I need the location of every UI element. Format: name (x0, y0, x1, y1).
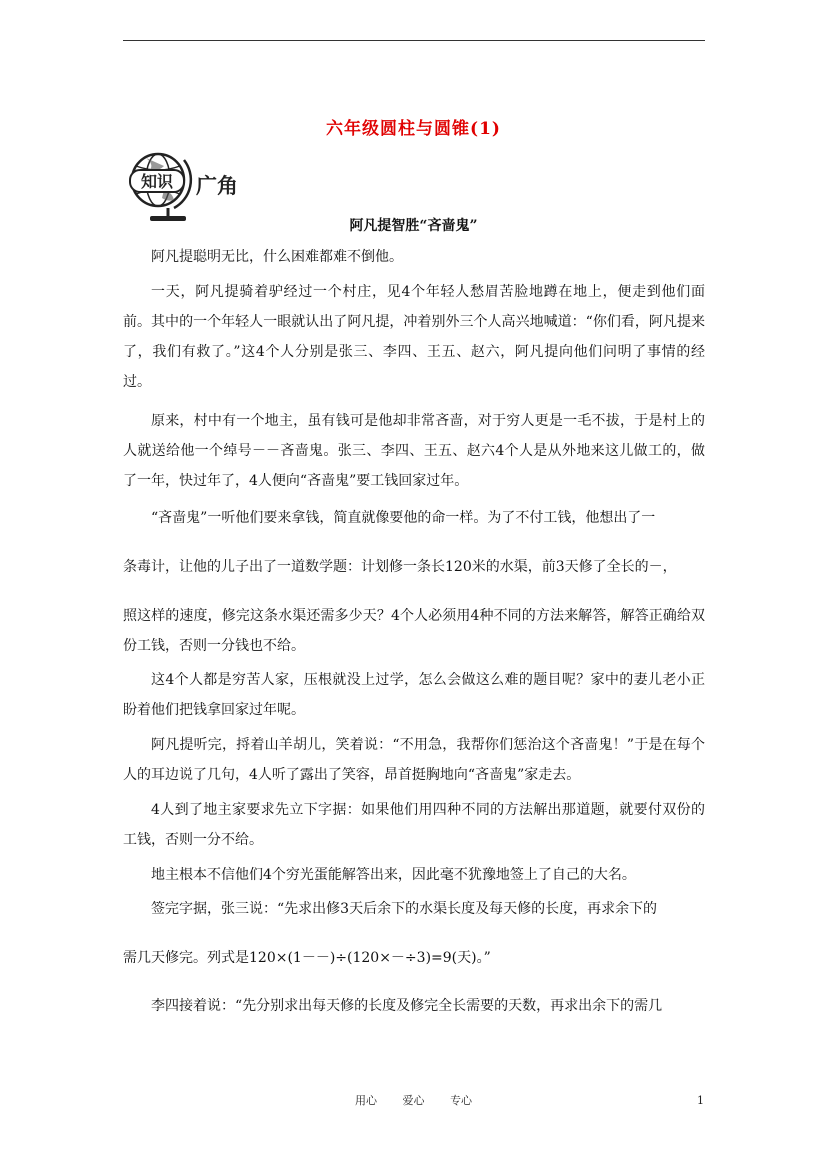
paragraph: 阿凡提聪明无比，什么困难都难不倒他。 (151, 249, 403, 265)
section-badge-label: 广角 (196, 174, 238, 198)
page-number: 1 (697, 1094, 704, 1107)
paragraph: 照这样的速度，修完这条水渠还需多少天？4个人必须用4种不同的方法来解答，解答正确给双份工钱，否则一分钱也不给。 (123, 608, 705, 654)
footer-slogan: 用心 爱心 专心 (355, 1094, 472, 1107)
paragraph-line: 需几天修完。列式是120×(1－－)÷(120×－÷3)=9(天)。” (123, 950, 491, 966)
paragraph: 一天，阿凡提骑着驴经过一个村庄，见4个年轻人愁眉苦脸地蹲在地上，便走到他们面前。其中的一个年轻人一眼就认出了阿凡提，冲着别外三个人高兴地喊道：“你们看，阿凡提来了，我们有救了。”这4个人分别是张三、李四、王五、赵六，阿凡提向他们问明了事情的经过。 (123, 284, 705, 390)
header-rule (123, 40, 705, 41)
paragraph-line: 条毒计，让他的儿子出了一道数学题：计划修一条长120米的水渠，前3天修了全长的－， (123, 559, 677, 575)
document-title: 六年级圆柱与圆锥(1) (326, 119, 501, 139)
paragraph-line: “吝啬鬼”一听他们要来拿钱，简直就像要他的命一样。为了不付工钱，他想出了一 (151, 510, 656, 526)
paragraph: 阿凡提听完，捋着山羊胡儿，笑着说：“不用急，我帮你们惩治这个吝啬鬼！”于是在每个人的耳边说了几句，4人听了露出了笑容，昂首挺胸地向“吝啬鬼”家走去。 (123, 737, 705, 783)
paragraph: 这4个人都是穷苦人家，压根就没上过学，怎么会做这么难的题目呢？家中的妻儿老小正盼着他们把钱拿回家过年呢。 (123, 672, 705, 718)
article-title: 阿凡提智胜“吝啬鬼” (349, 218, 478, 234)
paragraph-line: 李四接着说：“先分别求出每天修的长度及修完全长需要的天数，再求出余下的需几 (151, 998, 663, 1014)
paragraph: 4人到了地主家要求先立下字据：如果他们用四种不同的方法解出那道题，就要付双份的工钱，否则一分不给。 (123, 802, 705, 848)
badge-icon-text: 知识 (140, 172, 174, 191)
paragraph: 原来，村中有一个地主，虽有钱可是他却非常吝啬，对于穷人更是一毛不拔，于是村上的人就送给他一个绰号－－吝啬鬼。张三、李四、王五、赵六4个人是从外地来这儿做工的，做了一年，快过年了，4人便向“吝啬鬼”要工钱回家过年。 (123, 413, 705, 489)
paragraph-line: 签完字据，张三说：“先求出修3天后余下的水渠长度及每天修的长度，再求余下的 (151, 901, 658, 917)
paragraph: 地主根本不信他们4个穷光蛋能解答出来，因此毫不犹豫地签上了自己的大名。 (151, 867, 636, 883)
